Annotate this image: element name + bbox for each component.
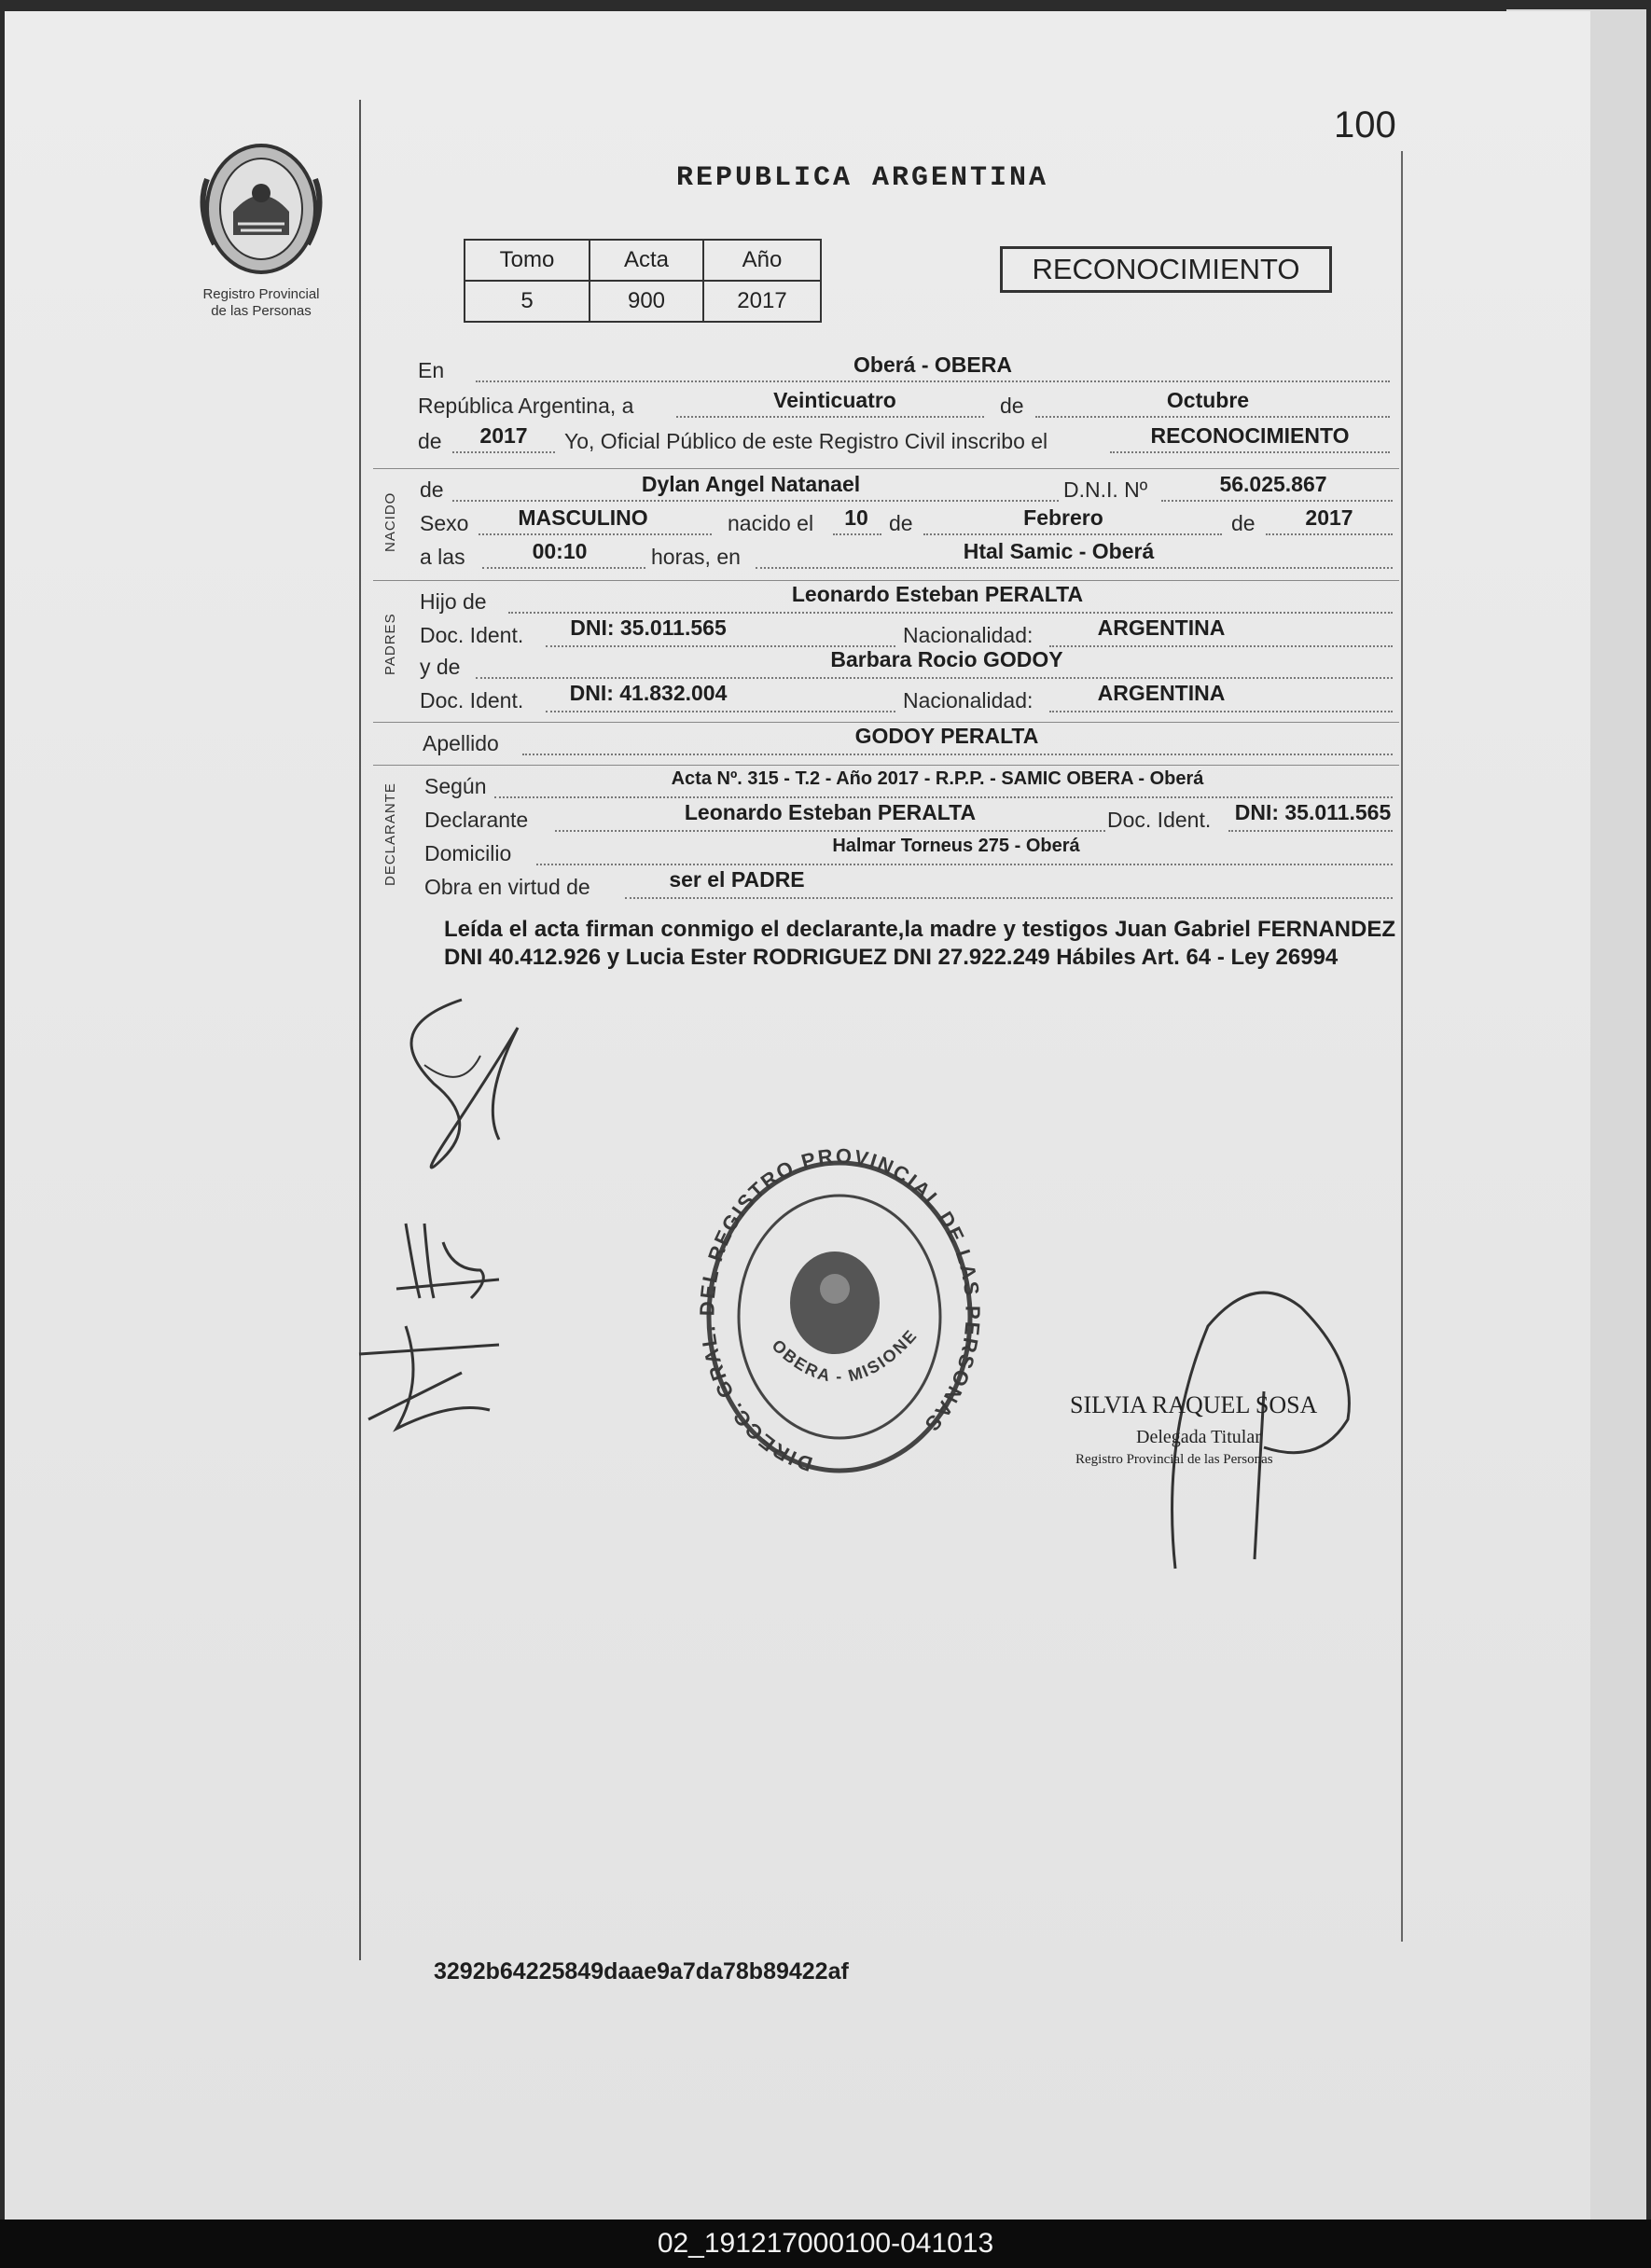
obra-value: ser el PADRE xyxy=(669,867,805,892)
right-margin-line xyxy=(1401,151,1403,1942)
declarante-label: Declarante xyxy=(424,808,529,832)
segun-value: Acta Nº. 315 - T.2 - Año 2017 - R.P.P. - SAMIC OBERA - Oberá xyxy=(671,768,1204,789)
document-page xyxy=(5,11,1590,2220)
registry-logo xyxy=(187,142,336,320)
birth-place-value: Htal Samic - Oberá xyxy=(963,539,1155,563)
sexo-value: MASCULINO xyxy=(518,505,648,530)
father-name-value: Leonardo Esteban PERALTA xyxy=(791,582,1084,606)
dots xyxy=(1110,451,1390,453)
apellido-value: GODOY PERALTA xyxy=(854,724,1039,748)
logo-caption-2: de las Personas xyxy=(211,303,312,319)
year-value: 2017 xyxy=(479,423,528,448)
declarante-doc-value: DNI: 35.011.565 xyxy=(1234,800,1392,824)
apellido-label: Apellido xyxy=(423,731,499,755)
father-nac-label: Nacionalidad: xyxy=(903,623,1034,647)
nacido-de-label: de xyxy=(420,477,444,502)
de2-label: de xyxy=(418,429,442,453)
act-type-box: RECONOCIMIENTO xyxy=(1000,246,1332,293)
document-hash: 3292b64225849daae9a7da78b89422af xyxy=(434,1958,849,1984)
padres-section-label: PADRES xyxy=(382,613,398,675)
father-doc-value: DNI: 35.011.565 xyxy=(570,615,727,640)
official-signature-icon xyxy=(1152,1252,1376,1587)
dots xyxy=(452,451,555,453)
child-name-value: Dylan Angel Natanael xyxy=(641,472,861,496)
official-seal xyxy=(695,1144,984,1489)
seal-outer-text: DIRECC. GRAL. DEL REGISTRO PROVINCIAL DE LAS PERSONAS xyxy=(695,1144,984,1476)
table-value-acta: 900 xyxy=(590,281,703,322)
mother-doc-value: DNI: 41.832.004 xyxy=(569,681,728,705)
child-dni-value: 56.025.867 xyxy=(1219,472,1327,496)
dni-label: D.N.I. Nº xyxy=(1063,477,1148,502)
logo-caption-1: Registro Provincial xyxy=(202,286,320,302)
dots xyxy=(482,567,645,569)
segun-label: Según xyxy=(424,774,487,798)
table-header-ano: Año xyxy=(703,240,821,281)
country-title: REPUBLICA ARGENTINA xyxy=(676,162,1049,194)
dots xyxy=(1161,500,1393,502)
dots xyxy=(555,830,1105,832)
declarante-value: Leonardo Esteban PERALTA xyxy=(684,800,977,824)
day-value: Veinticuatro xyxy=(773,388,896,412)
domicilio-label: Domicilio xyxy=(424,841,512,865)
inscribo-value: RECONOCIMIENTO xyxy=(1150,423,1350,448)
en-label: En xyxy=(418,358,445,382)
dots xyxy=(508,612,1393,614)
dots xyxy=(923,533,1222,535)
dots xyxy=(522,754,1393,755)
dots xyxy=(452,500,1059,502)
y-de-label: y de xyxy=(420,655,461,679)
birth-year-value: 2017 xyxy=(1305,505,1353,530)
seal-inner-text: OBERA - MISIONE xyxy=(768,1325,922,1387)
birth-month-value: Febrero xyxy=(1023,505,1103,530)
dots xyxy=(833,533,881,535)
section-divider xyxy=(373,580,1399,581)
dots xyxy=(1035,416,1390,418)
dots xyxy=(1049,711,1393,712)
sexo-label: Sexo xyxy=(420,511,469,535)
declarante-section-label: DECLARANTE xyxy=(382,782,398,886)
mother-nac-label: Nacionalidad: xyxy=(903,688,1034,712)
month-value: Octubre xyxy=(1166,388,1250,412)
republic-label: República Argentina, a xyxy=(418,394,634,418)
dots xyxy=(546,711,895,712)
table-header-acta: Acta xyxy=(590,240,703,281)
father-nationality-value: ARGENTINA xyxy=(1097,615,1226,640)
declarant-signature-icon xyxy=(340,972,583,1457)
place-value: Oberá - OBERA xyxy=(853,353,1012,377)
nacido-section-label: NACIDO xyxy=(382,491,398,552)
section-divider xyxy=(373,468,1399,469)
inscribo-label: Yo, Oficial Público de este Registro Civil inscribo el xyxy=(564,429,1048,453)
declarante-doc-label: Doc. Ident. xyxy=(1107,808,1212,832)
dots xyxy=(1266,533,1393,535)
registry-table-header-row xyxy=(465,240,821,281)
page-number: 100 xyxy=(1334,104,1396,145)
table-header-tomo: Tomo xyxy=(465,240,590,281)
time-value: 00:10 xyxy=(532,539,588,563)
father-doc-label: Doc. Ident. xyxy=(420,623,524,647)
mother-nationality-value: ARGENTINA xyxy=(1097,681,1226,705)
seal-stamp-icon xyxy=(695,1144,984,1489)
dots xyxy=(479,533,712,535)
mother-name-value: Barbara Rocio GODOY xyxy=(830,647,1063,671)
nacido-el-label: nacido el xyxy=(728,511,814,535)
de-label: de xyxy=(1000,394,1024,418)
dots xyxy=(676,416,984,418)
official-org: Registro Provincial de las Personas xyxy=(1075,1452,1273,1467)
table-value-tomo: 5 xyxy=(465,281,590,322)
registry-table xyxy=(464,239,822,323)
province-coat-of-arms-icon xyxy=(187,142,336,282)
de-label: de xyxy=(889,511,913,535)
dots xyxy=(476,677,1393,679)
official-role: Delegada Titular xyxy=(1136,1427,1261,1447)
domicilio-value: Halmar Torneus 275 - Oberá xyxy=(832,836,1080,856)
file-label: 02_191217000100-041013 xyxy=(0,2220,1651,2268)
dots xyxy=(476,380,1390,382)
birth-day-value: 10 xyxy=(844,505,868,530)
closing-note: Leída el acta firman conmigo el declarante,la madre y testigos Juan Gabriel FERNANDEZ DNI 40.412.926 y Lucia Ester RODRIGUEZ DNI 27.922.249 Hábiles Art. 64 - Ley 26994 xyxy=(444,917,1395,970)
obra-label: Obra en virtud de xyxy=(424,875,590,899)
dots xyxy=(494,796,1393,798)
dots xyxy=(625,897,1393,899)
dots xyxy=(536,864,1393,865)
table-value-ano: 2017 xyxy=(703,281,821,322)
section-divider xyxy=(373,765,1399,766)
official-name: SILVIA RAQUEL SOSA xyxy=(1070,1391,1318,1418)
de-label: de xyxy=(1231,511,1256,535)
registry-table-value-row xyxy=(465,281,821,322)
dots xyxy=(1049,645,1393,647)
section-divider xyxy=(373,722,1399,723)
a-las-label: a las xyxy=(420,545,465,569)
dots xyxy=(756,567,1393,569)
mother-doc-label: Doc. Ident. xyxy=(420,688,524,712)
dots xyxy=(1228,830,1393,832)
hijo-de-label: Hijo de xyxy=(420,589,487,614)
horas-label: horas, en xyxy=(651,545,741,569)
